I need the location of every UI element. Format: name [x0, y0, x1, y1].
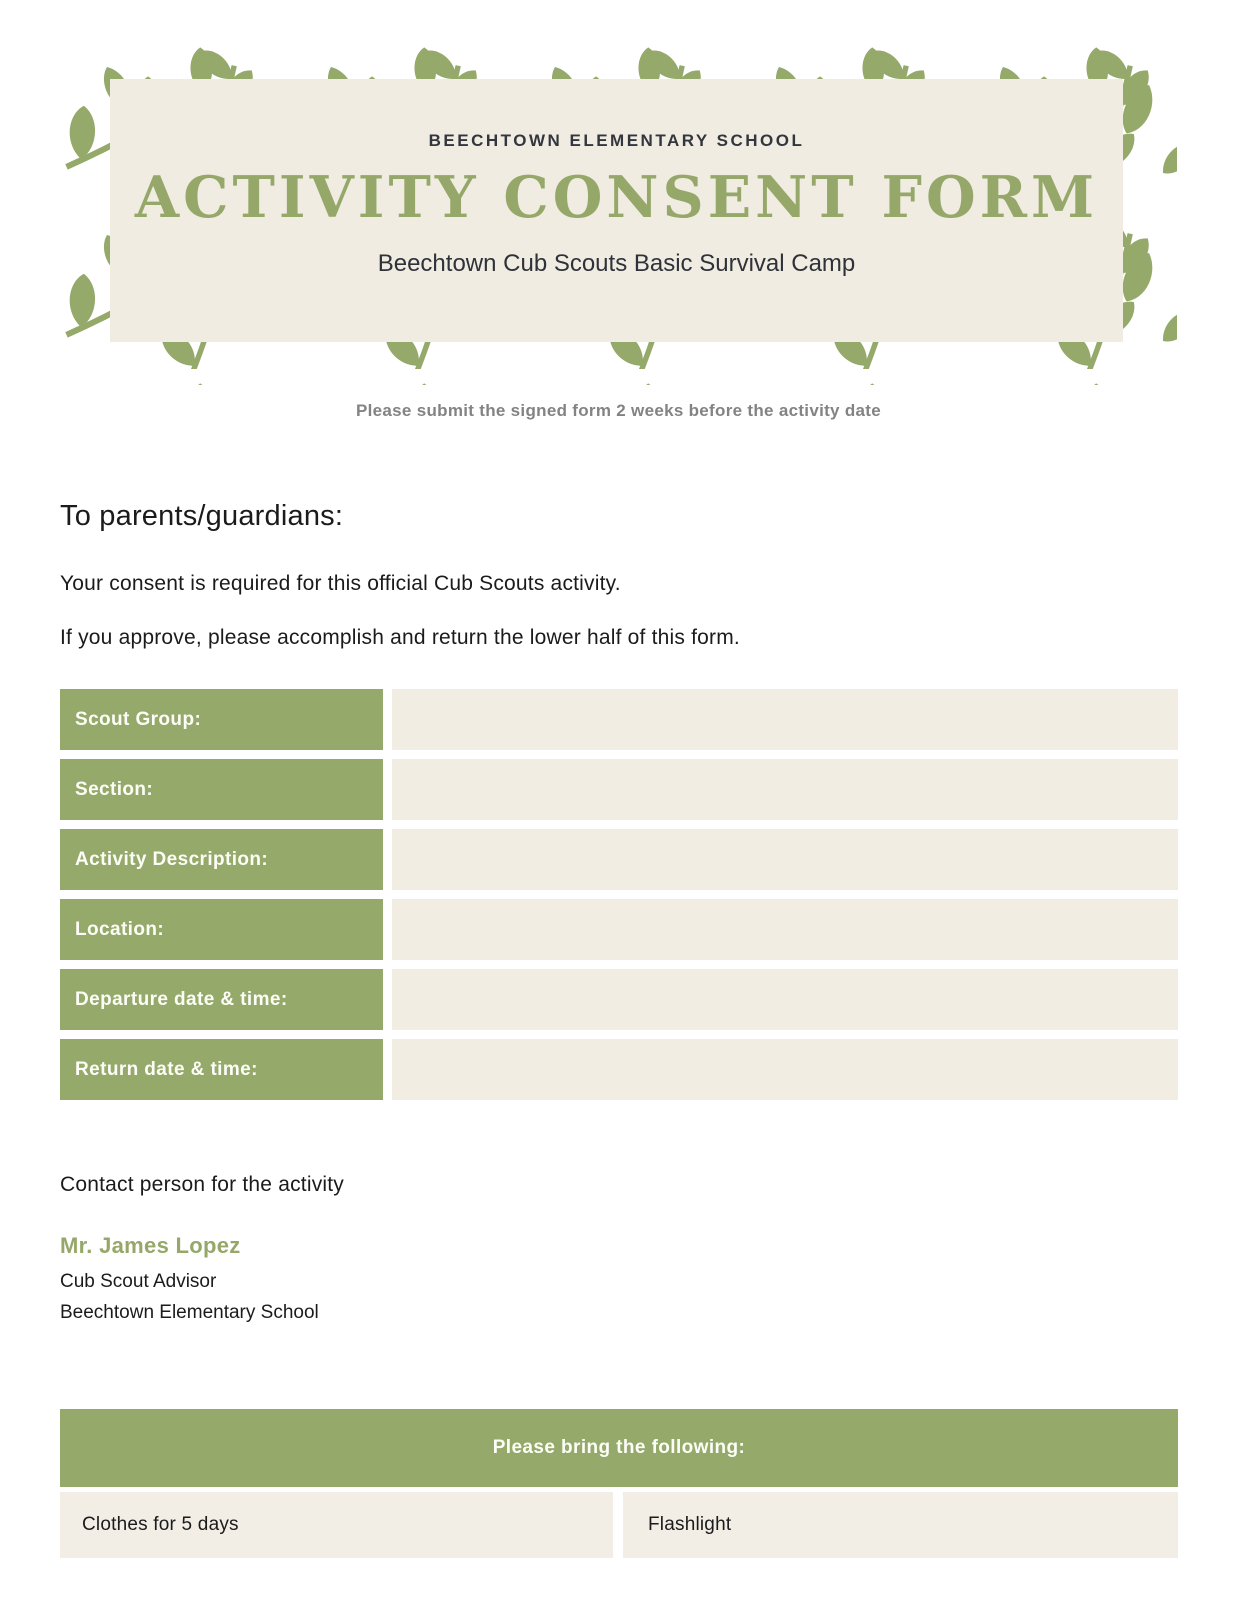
form-row-activity-description — [60, 829, 1178, 890]
form-row-section — [60, 759, 1178, 820]
intro-heading: To parents/guardians: — [60, 500, 344, 532]
bring-item-clothes: Clothes for 5 days — [60, 1492, 613, 1558]
contact-heading: Contact person for the activity — [60, 1173, 344, 1196]
form-row-departure — [60, 969, 1178, 1030]
form-title: ACTIVITY CONSENT FORM — [134, 164, 1099, 231]
return-field[interactable] — [392, 1039, 1178, 1100]
bring-item-flashlight: Flashlight — [623, 1492, 1178, 1558]
scout-group-label: Scout Group: — [60, 689, 383, 750]
intro-paragraph-2: If you approve, please accomplish and return the lower half of this form. — [60, 626, 740, 649]
bring-banner: Please bring the following: — [60, 1409, 1178, 1487]
contact-name: Mr. James Lopez — [60, 1233, 241, 1258]
departure-label: Departure date & time: — [60, 969, 383, 1030]
location-label: Location: — [60, 899, 383, 960]
location-field[interactable] — [392, 899, 1178, 960]
form-row-return — [60, 1039, 1178, 1100]
section-field[interactable] — [392, 759, 1178, 820]
intro-paragraph-1: Your consent is required for this official Cub Scouts activity. — [60, 572, 621, 595]
form-row-location — [60, 899, 1178, 960]
submission-note: Please submit the signed form 2 weeks before the activity date — [356, 401, 881, 420]
departure-field[interactable] — [392, 969, 1178, 1030]
section-label: Section: — [60, 759, 383, 820]
contact-role: Cub Scout Advisor — [60, 1271, 217, 1292]
contact-organization: Beechtown Elementary School — [60, 1302, 319, 1323]
school-name: BEECHTOWN ELEMENTARY SCHOOL — [428, 131, 805, 150]
form-subtitle: Beechtown Cub Scouts Basic Survival Camp — [377, 250, 856, 277]
activity-description-label: Activity Description: — [60, 829, 383, 890]
activity-description-field[interactable] — [392, 829, 1178, 890]
scout-group-field[interactable] — [392, 689, 1178, 750]
form-header — [110, 79, 1123, 342]
return-label: Return date & time: — [60, 1039, 383, 1100]
form-row-scout-group — [60, 689, 1178, 750]
